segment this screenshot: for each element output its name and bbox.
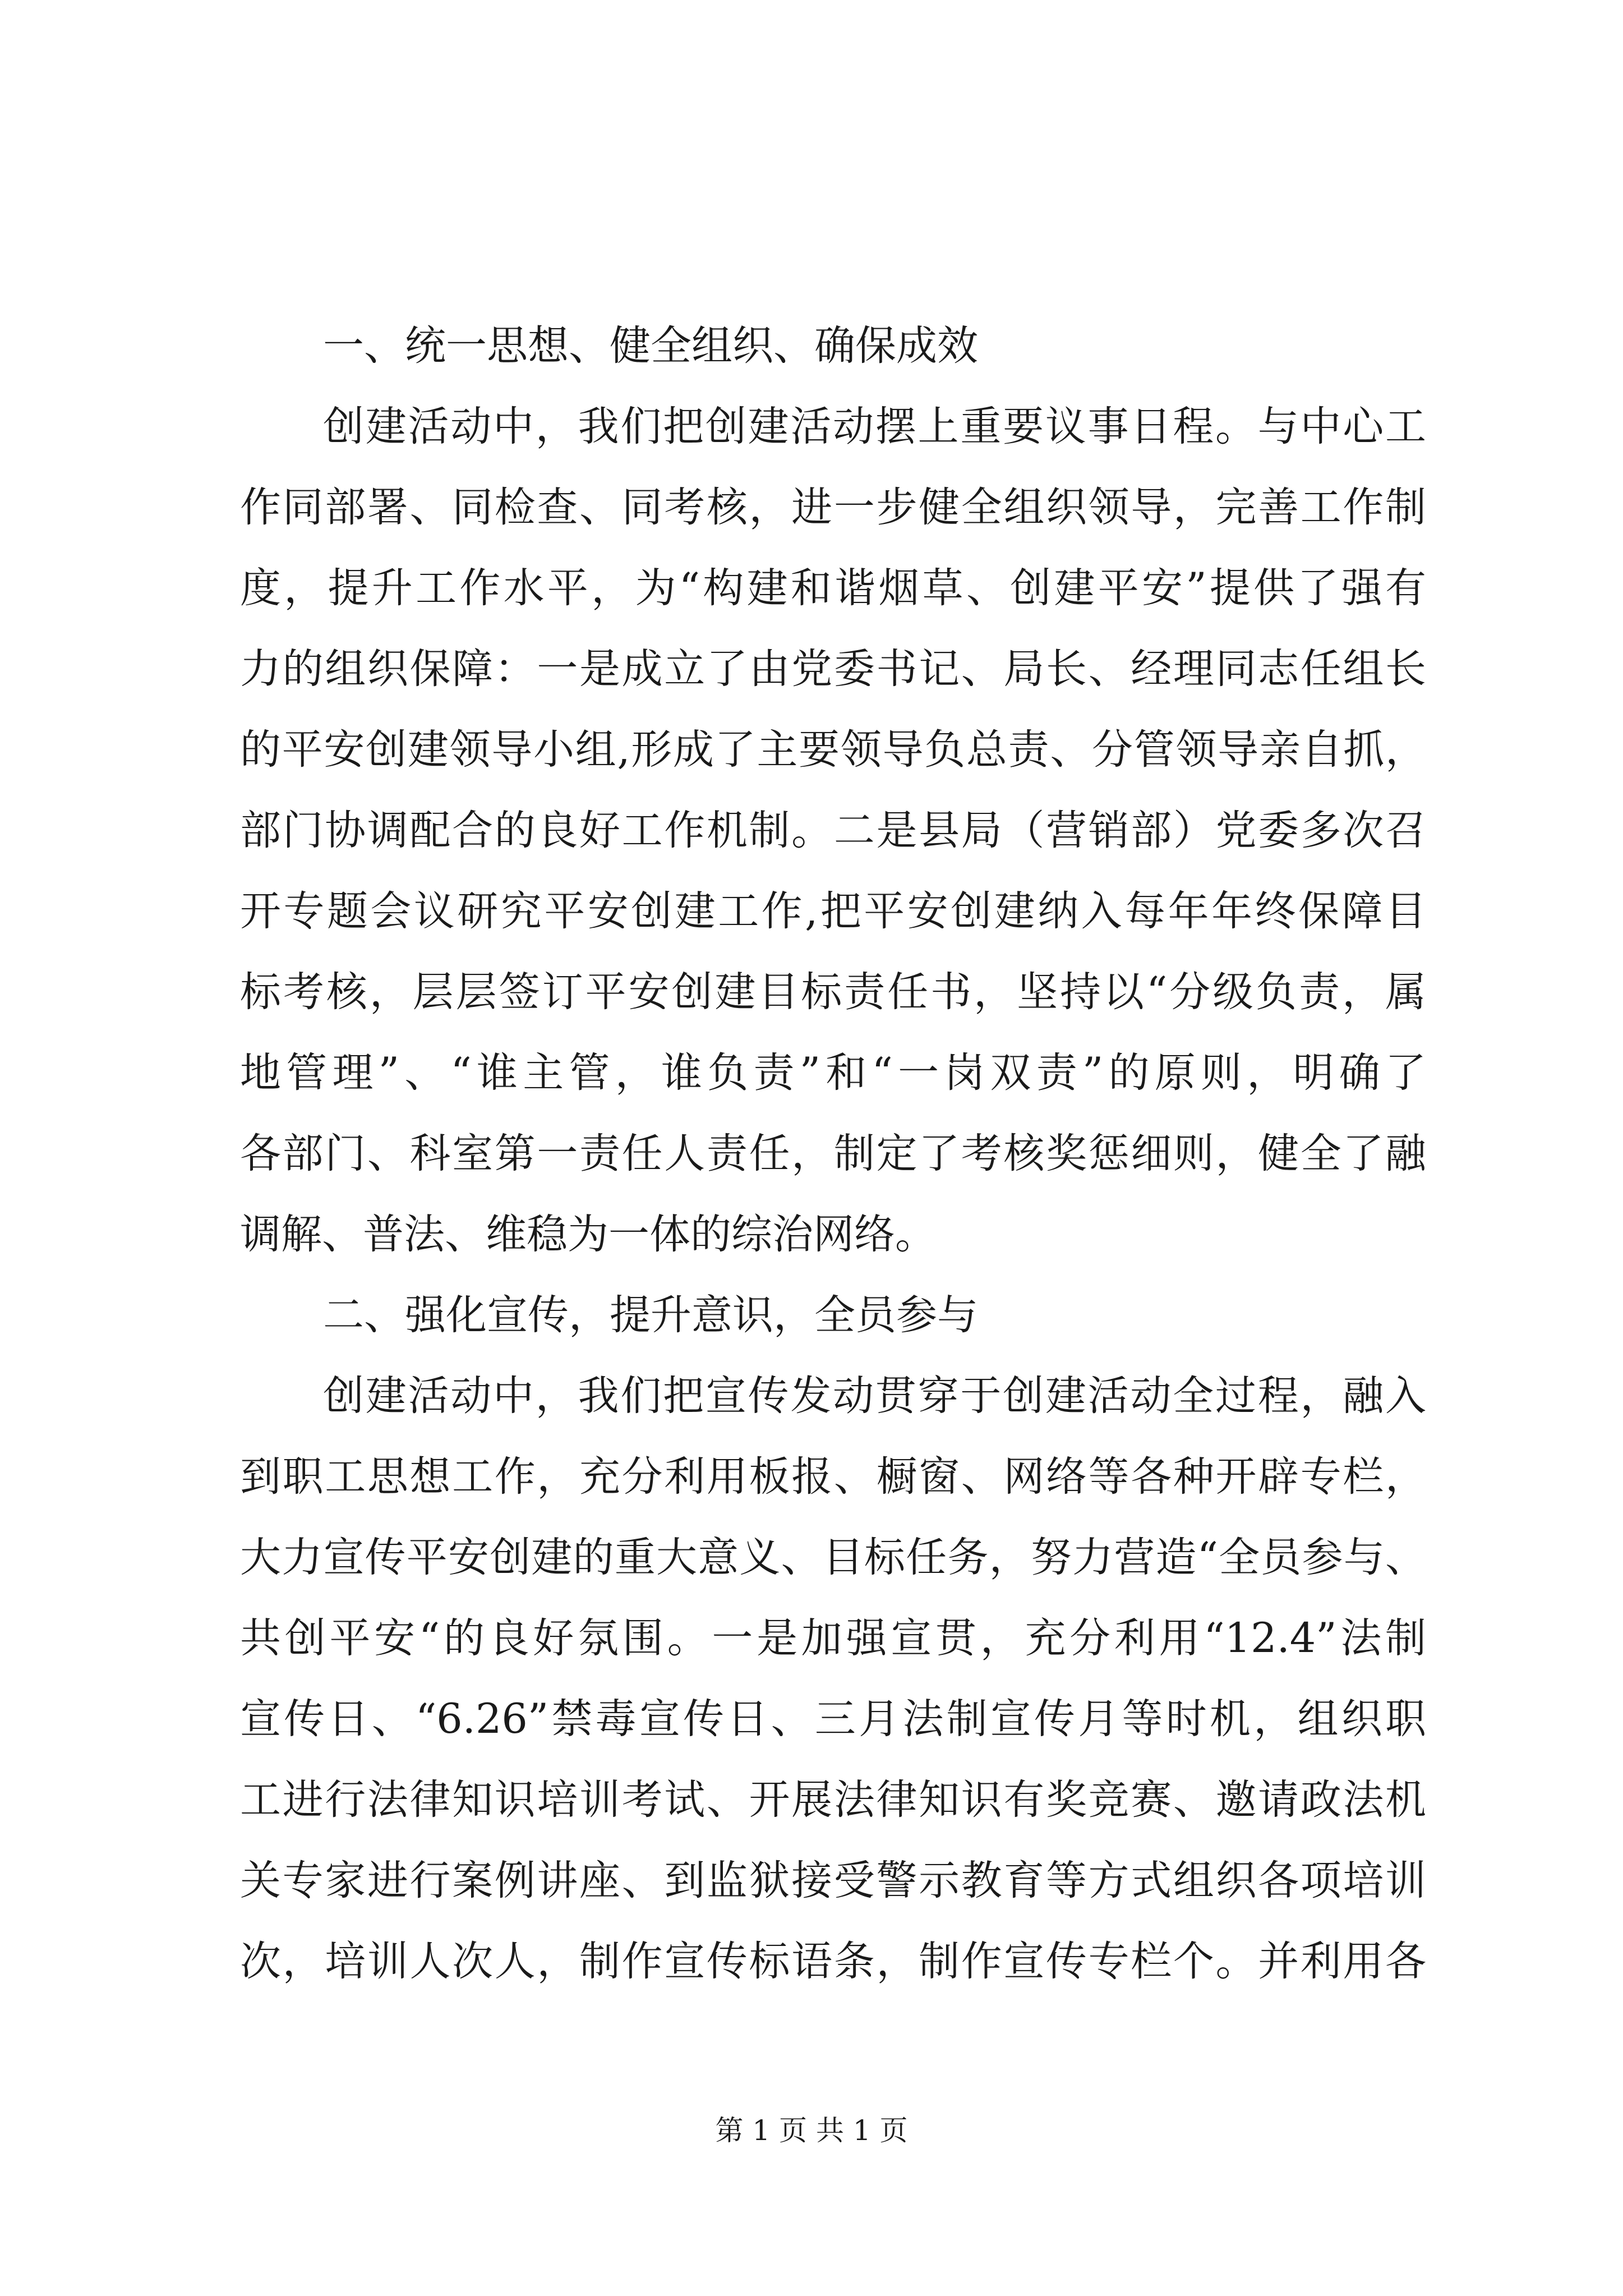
paragraph-line: 作同部署、同检查、同考核，进一步健全组织领导，完善工作制 [240, 484, 1426, 531]
paragraph-line: 各部门、科室第一责任人责任，制定了考核奖惩细则，健全了融 [240, 1130, 1426, 1177]
paragraph-line: 共创平安“的良好氛围。一是加强宣贯，充分利用“12.4”法制 [240, 1614, 1426, 1662]
paragraph-line: 到职工思想工作，充分利用板报、橱窗、网络等各种开辟专栏， [240, 1453, 1426, 1501]
paragraph-line: 标考核，层层签订平安创建目标责任书，坚持以“分级负责，属 [240, 968, 1426, 1016]
page-number-footer: 第 1 页 共 1 页 [715, 2114, 908, 2147]
document-body [240, 306, 1426, 2002]
paragraph-line: 调解、普法、维稳为一体的综治网络。 [240, 1211, 936, 1258]
paragraph-line: 的平安创建领导小组,形成了主要领导负总责、分管领导亲自抓， [240, 726, 1426, 774]
paragraph-line: 创建活动中，我们把创建活动摆上重要议事日程。与中心工 [323, 403, 1426, 450]
paragraph-line: 工进行法律知识培训考试、开展法律知识有奖竞赛、邀请政法机 [240, 1776, 1426, 1824]
paragraph-line: 次，培训人次人，制作宣传标语条，制作宣传专栏个。并利用各 [240, 1938, 1426, 1985]
section-heading-1: 一、统一思想、健全组织、确保成效 [323, 322, 978, 370]
paragraph-line: 力的组织保障：一是成立了由党委书记、局长、经理同志任组长 [240, 645, 1426, 693]
paragraph-line: 宣传日、“6.26”禁毒宣传日、三月法制宣传月等时机，组织职 [240, 1695, 1426, 1743]
paragraph-line: 大力宣传平安创建的重大意义、目标任务，努力营造“全员参与、 [240, 1534, 1426, 1581]
section-heading-2: 二、强化宣传，提升意识，全员参与 [323, 1291, 978, 1339]
paragraph-line: 创建活动中，我们把宣传发动贯穿于创建活动全过程，融入 [323, 1372, 1426, 1420]
paragraph-line: 开专题会议研究平安创建工作,把平安创建纳入每年年终保障目 [240, 887, 1426, 935]
paragraph-line: 地管理”、“谁主管，谁负责”和“一岗双责”的原则，明确了 [240, 1049, 1426, 1097]
paragraph-line: 关专家进行案例讲座、到监狱接受警示教育等方式组织各项培训 [240, 1857, 1426, 1904]
paragraph-line: 度，提升工作水平，为“构建和谐烟草、创建平安”提供了强有 [240, 564, 1426, 612]
paragraph-line: 部门协调配合的良好工作机制。二是县局（营销部）党委多次召 [240, 807, 1426, 854]
